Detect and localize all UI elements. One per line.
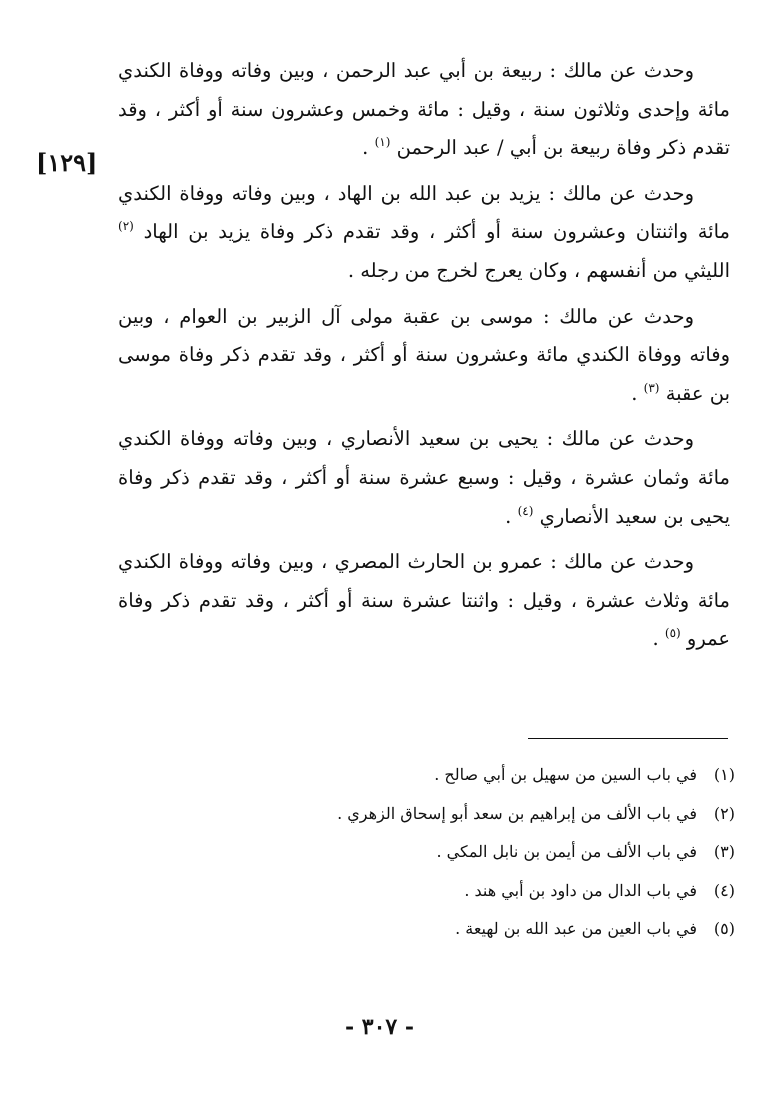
paragraph-tail: الليثي من أنفسهم ، وكان يعرج لخرج من رجله . (347, 258, 730, 282)
paragraph-text: وحدث عن مالك : ربيعة بن أبي عبد الرحمن ، وبين وفاته ووفاة الكندي مائة وإحدى وثلاثون سنة ، وقيل : مائة وخمس وعشرون سنة أو أكثر ، وقد تقدم ذكر وفاة ربيعة بن أبي / عبد الرحمن (118, 59, 730, 160)
footnote-ref: (٢) (118, 219, 134, 234)
main-text (118, 52, 730, 666)
footnote-number: (١) (713, 765, 735, 784)
footnotes (135, 756, 735, 949)
paragraph-tail: . (652, 627, 665, 651)
paragraph-text: وحدث عن مالك : يزيد بن عبد الله بن الهاد ، وبين وفاته ووفاة الكندي مائة واثنتان وعشرون سنة أو أكثر ، وقد تقدم ذكر وفاة يزيد بن الهاد (118, 181, 730, 244)
paragraph-tail: . (505, 504, 518, 528)
paragraph (118, 52, 730, 168)
paragraph-tail: . (631, 381, 644, 405)
paragraph (118, 298, 730, 414)
paragraph-tail: . (362, 136, 375, 160)
footnote (135, 833, 735, 872)
footnote-ref: (٤) (517, 503, 534, 518)
footnote-text: في باب السين من سهيل بن أبي صالح . (434, 765, 697, 784)
paragraph (118, 420, 730, 536)
paragraph (118, 543, 730, 659)
footnote-ref: (٣) (643, 380, 660, 395)
footnote-separator (528, 738, 728, 739)
footnote-text: في باب الدال من داود بن أبي هند . (464, 880, 697, 900)
paragraph-text: وحدث عن مالك : يحيى بن سعيد الأنصاري ، وبين وفاته ووفاة الكندي مائة وثمان عشرة ، وقيل : وسبع عشرة سنة أو أكثر ، وقد تقدم ذكر وفاة يحيى بن سعيد الأنصاري (118, 427, 730, 528)
footnote-text: في باب الألف من إبراهيم بن سعد أبو إسحاق الزهري . (337, 803, 697, 823)
paragraph-text: وحدث عن مالك : عمرو بن الحارث المصري ، وبين وفاته ووفاة الكندي مائة وثلاث عشرة ، وقيل : واثنتا عشرة سنة أو أكثر ، وقد تقدم ذكر وفاة عمرو (118, 550, 730, 651)
footnote (135, 910, 735, 949)
footnote-ref: (٥) (664, 626, 681, 641)
footnote-text: في باب الألف من أيمن بن نابل المكي . (436, 842, 697, 861)
footnote (135, 756, 735, 795)
footnote-text: في باب العين من عبد الله بن لهيعة . (455, 919, 697, 938)
manuscript-folio-marker: [١٢٩] (36, 148, 98, 177)
paragraph-text: وحدث عن مالك : موسى بن عقبة مولى آل الزبير بن العوام ، وبين وفاته ووفاة الكندي مائة وعشرون سنة أو أكثر ، وقد تقدم ذكر وفاة موسى بن عقبة (118, 304, 730, 405)
footnote (135, 795, 735, 834)
footnote-number: (٢) (713, 803, 735, 823)
footnote-number: (٣) (713, 842, 735, 861)
footnote (135, 872, 735, 911)
footnote-number: (٥) (713, 919, 735, 938)
footnote-number: (٤) (713, 880, 735, 900)
page-number: - ٣٠٧ - (344, 1014, 415, 1040)
paragraph (118, 175, 730, 291)
footnote-ref: (١) (374, 135, 391, 150)
